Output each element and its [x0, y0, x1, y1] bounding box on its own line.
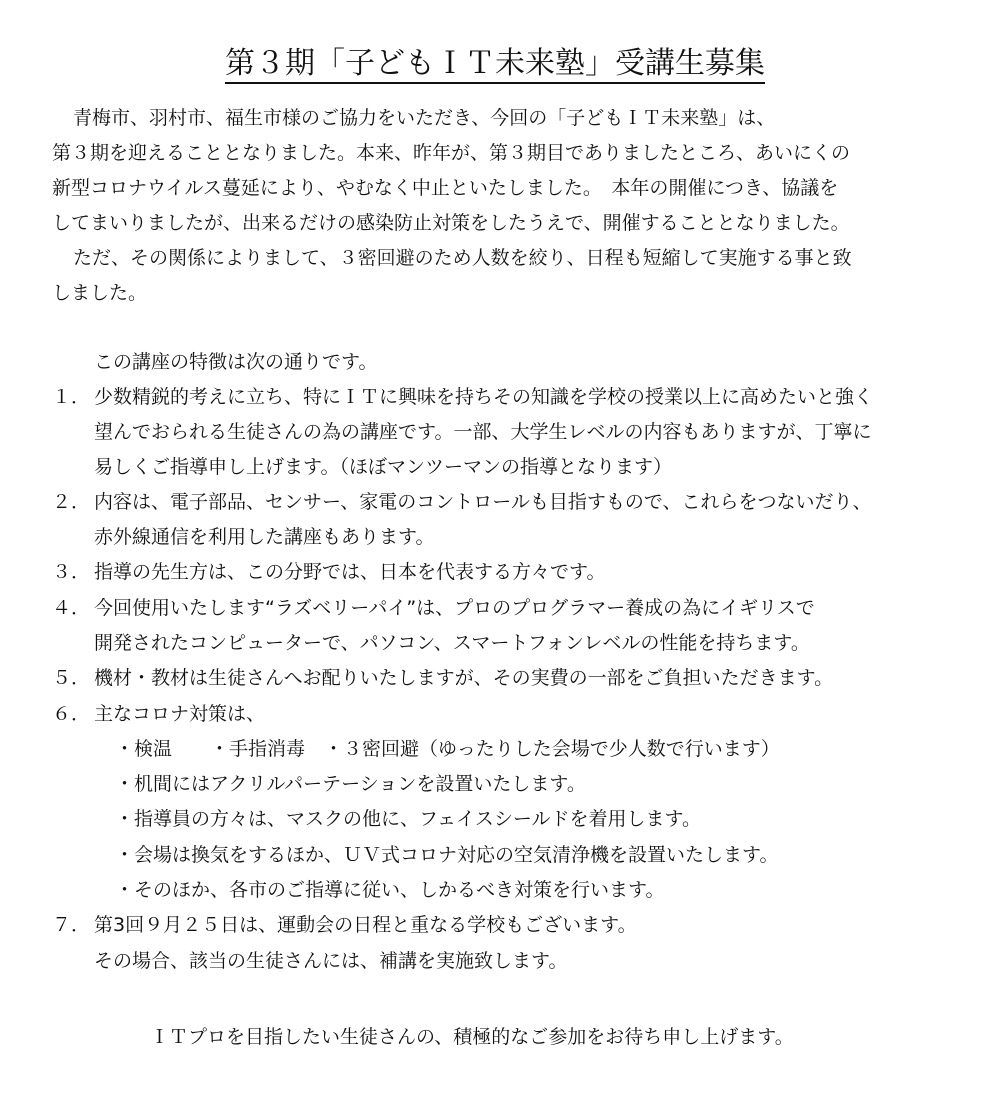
intro-line: 新型コロナウイルス蔓延により、やむなく中止といたしました。 本年の開催につき、協議を: [52, 177, 839, 199]
item-line: 赤外線通信を利用した講座もあります。: [94, 526, 435, 548]
document-title: [0, 44, 990, 84]
corona-measure: ・検温 ・手指消毒 ・３密回避（ゆったりした会場で少人数で行います）: [115, 738, 780, 760]
features-intro: この講座の特徴は次の通りです。: [94, 351, 378, 373]
item-line: 機材・教材は生徒さんへお配りいたしますが、その実費の一部をご負担いただきます。: [94, 667, 834, 689]
item-number: ７．: [52, 914, 91, 936]
item-line: 主なコロナ対策は、: [94, 703, 266, 725]
corona-measure: ・そのほか、各市のご指導に従い、しかるべき対策を行います。: [115, 879, 665, 901]
closing-message: ＩＴプロを目指したい生徒さんの、積極的なご参加をお待ち申し上げます。: [150, 1026, 794, 1048]
item-number: ３．: [52, 561, 91, 583]
intro-line: ただ、その関係によりまして、３密回避のため人数を絞り、日程も短縮して実施する事と致: [73, 247, 852, 269]
corona-measure: ・会場は換気をするほか、ＵＶ式コロナ対応の空気清浄機を設置いたします。: [115, 844, 779, 866]
intro-line: してまいりましたが、出来るだけの感染防止対策をしたうえで、開催することとなりました。: [52, 212, 850, 234]
item-line: 第3回９月２５日は、運動会の日程と重なる学校もございます。: [94, 914, 637, 936]
corona-measure: ・指導員の方々は、マスクの他に、フェイスシールドを着用します。: [115, 808, 701, 830]
corona-measure: ・机間にはアクリルパーテーションを設置いたします。: [115, 773, 586, 795]
item-line: 今回使用いたします“ラズベリーパイ”は、プロのプログラマー養成の為にイギリスで: [94, 597, 815, 619]
intro-line: 第３期を迎えることとなりました。本来、昨年が、第３期目でありましたところ、あいにくの: [52, 142, 851, 164]
item-line: 少数精鋭的考えに立ち、特にＩＴに興味を持ちその知識を学校の授業以上に高めたいと強く: [94, 386, 874, 408]
item-line: その場合、該当の生徒さんには、補講を実施致します。: [94, 950, 568, 972]
title-text: 第３期「子どもＩＴ未来塾」受講生募集: [225, 46, 765, 84]
item-number: １．: [52, 386, 91, 408]
item-line: 開発されたコンピューターで、パソコン、スマートフォンレベルの性能を持ちます。: [94, 632, 810, 654]
item-line: 指導の先生方は、この分野では、日本を代表する方々です。: [94, 561, 606, 583]
item-line: 望んでおられる生徒さんの為の講座です。一部、大学生レベルの内容もありますが、丁寧に: [94, 421, 872, 443]
item-number: ５．: [52, 667, 91, 689]
item-number: ６．: [52, 703, 91, 725]
item-line: 易しくご指導申し上げます。（ほぼマンツーマンの指導となります）: [94, 456, 672, 478]
item-number: ２．: [52, 491, 91, 513]
intro-line: しました。: [52, 282, 148, 304]
intro-line: 青梅市、羽村市、福生市様のご協力をいただき、今回の「子どもＩＴ未来塾」は、: [73, 107, 776, 129]
item-number: ４．: [52, 597, 91, 619]
item-line: 内容は、電子部品、センサー、家電のコントロールも目指すもので、これらをつないだり、: [94, 491, 872, 513]
